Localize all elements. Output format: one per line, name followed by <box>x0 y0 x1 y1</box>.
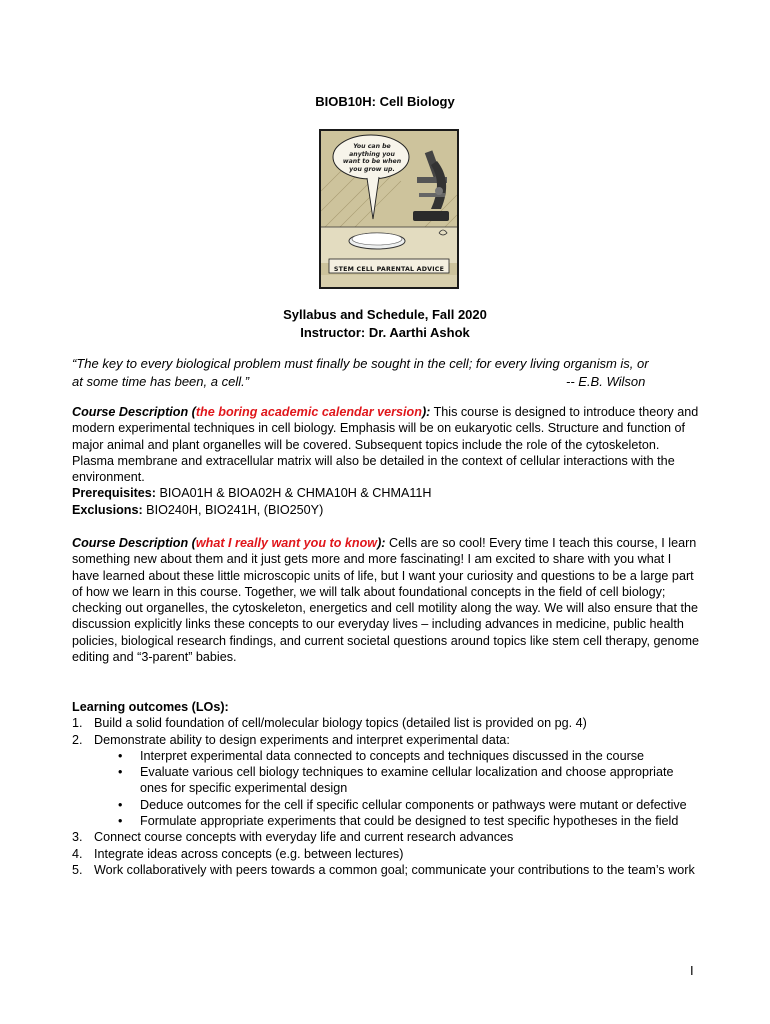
prerequisites-label: Prerequisites: <box>72 486 156 501</box>
sub-list-item-text: Deduce outcomes for the cell if specific cellular components or pathways were mutant or defective <box>140 797 687 812</box>
course-description-personal-paragraph <box>72 535 702 665</box>
course-description-official <box>72 404 702 518</box>
section-heading <box>72 536 386 550</box>
bullet-icon: • <box>118 765 123 780</box>
list-item <box>72 732 702 748</box>
instructor-line: Instructor: Dr. Aarthi Ashok <box>300 325 470 340</box>
quote-line-2-wrap <box>72 373 702 391</box>
section-heading <box>72 405 430 419</box>
prerequisites <box>72 485 702 501</box>
learning-outcomes <box>72 699 702 878</box>
list-item-text: Demonstrate ability to design experiments and interpret experimental data: <box>94 732 510 747</box>
prerequisites-value: BIOA01H & BIOA02H & CHMA10H & CHMA11H <box>156 486 432 501</box>
sub-list-item-text: Formulate appropriate experiments that could be designed to test specific hypotheses in the field <box>140 814 679 829</box>
course-description-body: This course is designed to introduce theory and modern experimental techniques in cell biology. Emphasis will be on eukaryotic cells. Structure and function of major animal and plant organelles will be covered. Subsequent topics include the role of the cytoskeleton. Plasma membrane and extracellular matrix will also be detailed in the context of cellular interactions with the environment. <box>72 405 699 485</box>
bullet-icon: • <box>118 814 123 829</box>
sub-list-item <box>72 748 702 764</box>
list-item-text: Build a solid foundation of cell/molecular biology topics (detailed list is provided on pg. 4) <box>94 716 587 731</box>
opening-quote <box>72 355 702 391</box>
page-number: I <box>690 963 694 978</box>
list-item-text: Work collaboratively with peers towards a common goal; communicate your contributions to the team’s work <box>94 862 695 877</box>
list-number: 5. <box>72 862 83 877</box>
heading-red-text: the boring academic calendar version <box>195 405 422 419</box>
list-item <box>72 862 702 878</box>
course-description-body: Cells are so cool! Every time I teach this course, I learn something new about them and it just gets more and more fascinating! I am excited to share with you what I have learned about these little microscopic units of life, but I want your curiosity and questions to be a large part of how we learn in this course. Together, we will talk about foundational concepts in the field of cell biology; checking out organelles, the cytoskeleton, energetics and cell motility along the way. We will also ensure that the discussion explicitly links these concepts to our everyday lives – including advances in medicine, public health policies, biological research findings, and current societal questions around topics like stem cell therapy, genome editing and “3-parent” babies. <box>72 536 699 665</box>
comic-caption: STEM CELL PARENTAL ADVICE <box>333 266 445 273</box>
heading-start: Course Description ( <box>72 536 196 550</box>
sub-list-item <box>72 813 702 829</box>
exclusions-value: BIO240H, BIO241H, (BIO250Y) <box>142 502 324 517</box>
heading-red-text: what I really want you to know <box>195 536 378 550</box>
document-title: BIOB10H: Cell Biology <box>315 94 455 109</box>
list-item-text: Connect course concepts with everyday life and current research advances <box>94 830 514 845</box>
list-item <box>72 846 702 862</box>
list-item-text: Integrate ideas across concepts (e.g. between lectures) <box>94 846 404 861</box>
quote-attribution: -- E.B. Wilson <box>566 374 646 389</box>
course-description-personal <box>72 535 702 665</box>
sub-list-item <box>72 797 702 813</box>
heading-end: ): <box>377 536 386 550</box>
syllabus-header <box>0 306 770 342</box>
list-number: 2. <box>72 732 83 747</box>
comic-image <box>319 129 459 289</box>
bullet-icon: • <box>118 797 123 812</box>
list-number: 4. <box>72 846 83 861</box>
syllabus-line: Syllabus and Schedule, Fall 2020 <box>283 307 487 322</box>
list-number: 1. <box>72 716 83 731</box>
quote-line-2: at some time has been, a cell.” <box>72 374 250 389</box>
quote-line-1: “The key to every biological problem must finally be sought in the cell; for every living organism is, or <box>72 356 649 371</box>
exclusions <box>72 502 702 518</box>
sub-list-item-text: Evaluate various cell biology techniques to examine cellular localization and choose appropriate ones for specific experimental design <box>140 765 674 796</box>
exclusions-label: Exclusions: <box>72 502 143 517</box>
list-item <box>72 715 702 731</box>
course-description-official-paragraph <box>72 404 702 485</box>
learning-outcomes-heading: Learning outcomes (LOs): <box>72 700 229 714</box>
sub-list-item <box>72 764 702 797</box>
heading-end: ): <box>421 405 431 419</box>
bullet-icon: • <box>118 748 123 763</box>
comic-speech-bubble: You can be anything you want to be when you grow up. <box>342 143 402 173</box>
sub-list-item-text: Interpret experimental data connected to concepts and techniques discussed in the course <box>140 748 645 763</box>
heading-start: Course Description ( <box>72 405 196 419</box>
list-number: 3. <box>72 830 83 845</box>
list-item <box>72 829 702 845</box>
